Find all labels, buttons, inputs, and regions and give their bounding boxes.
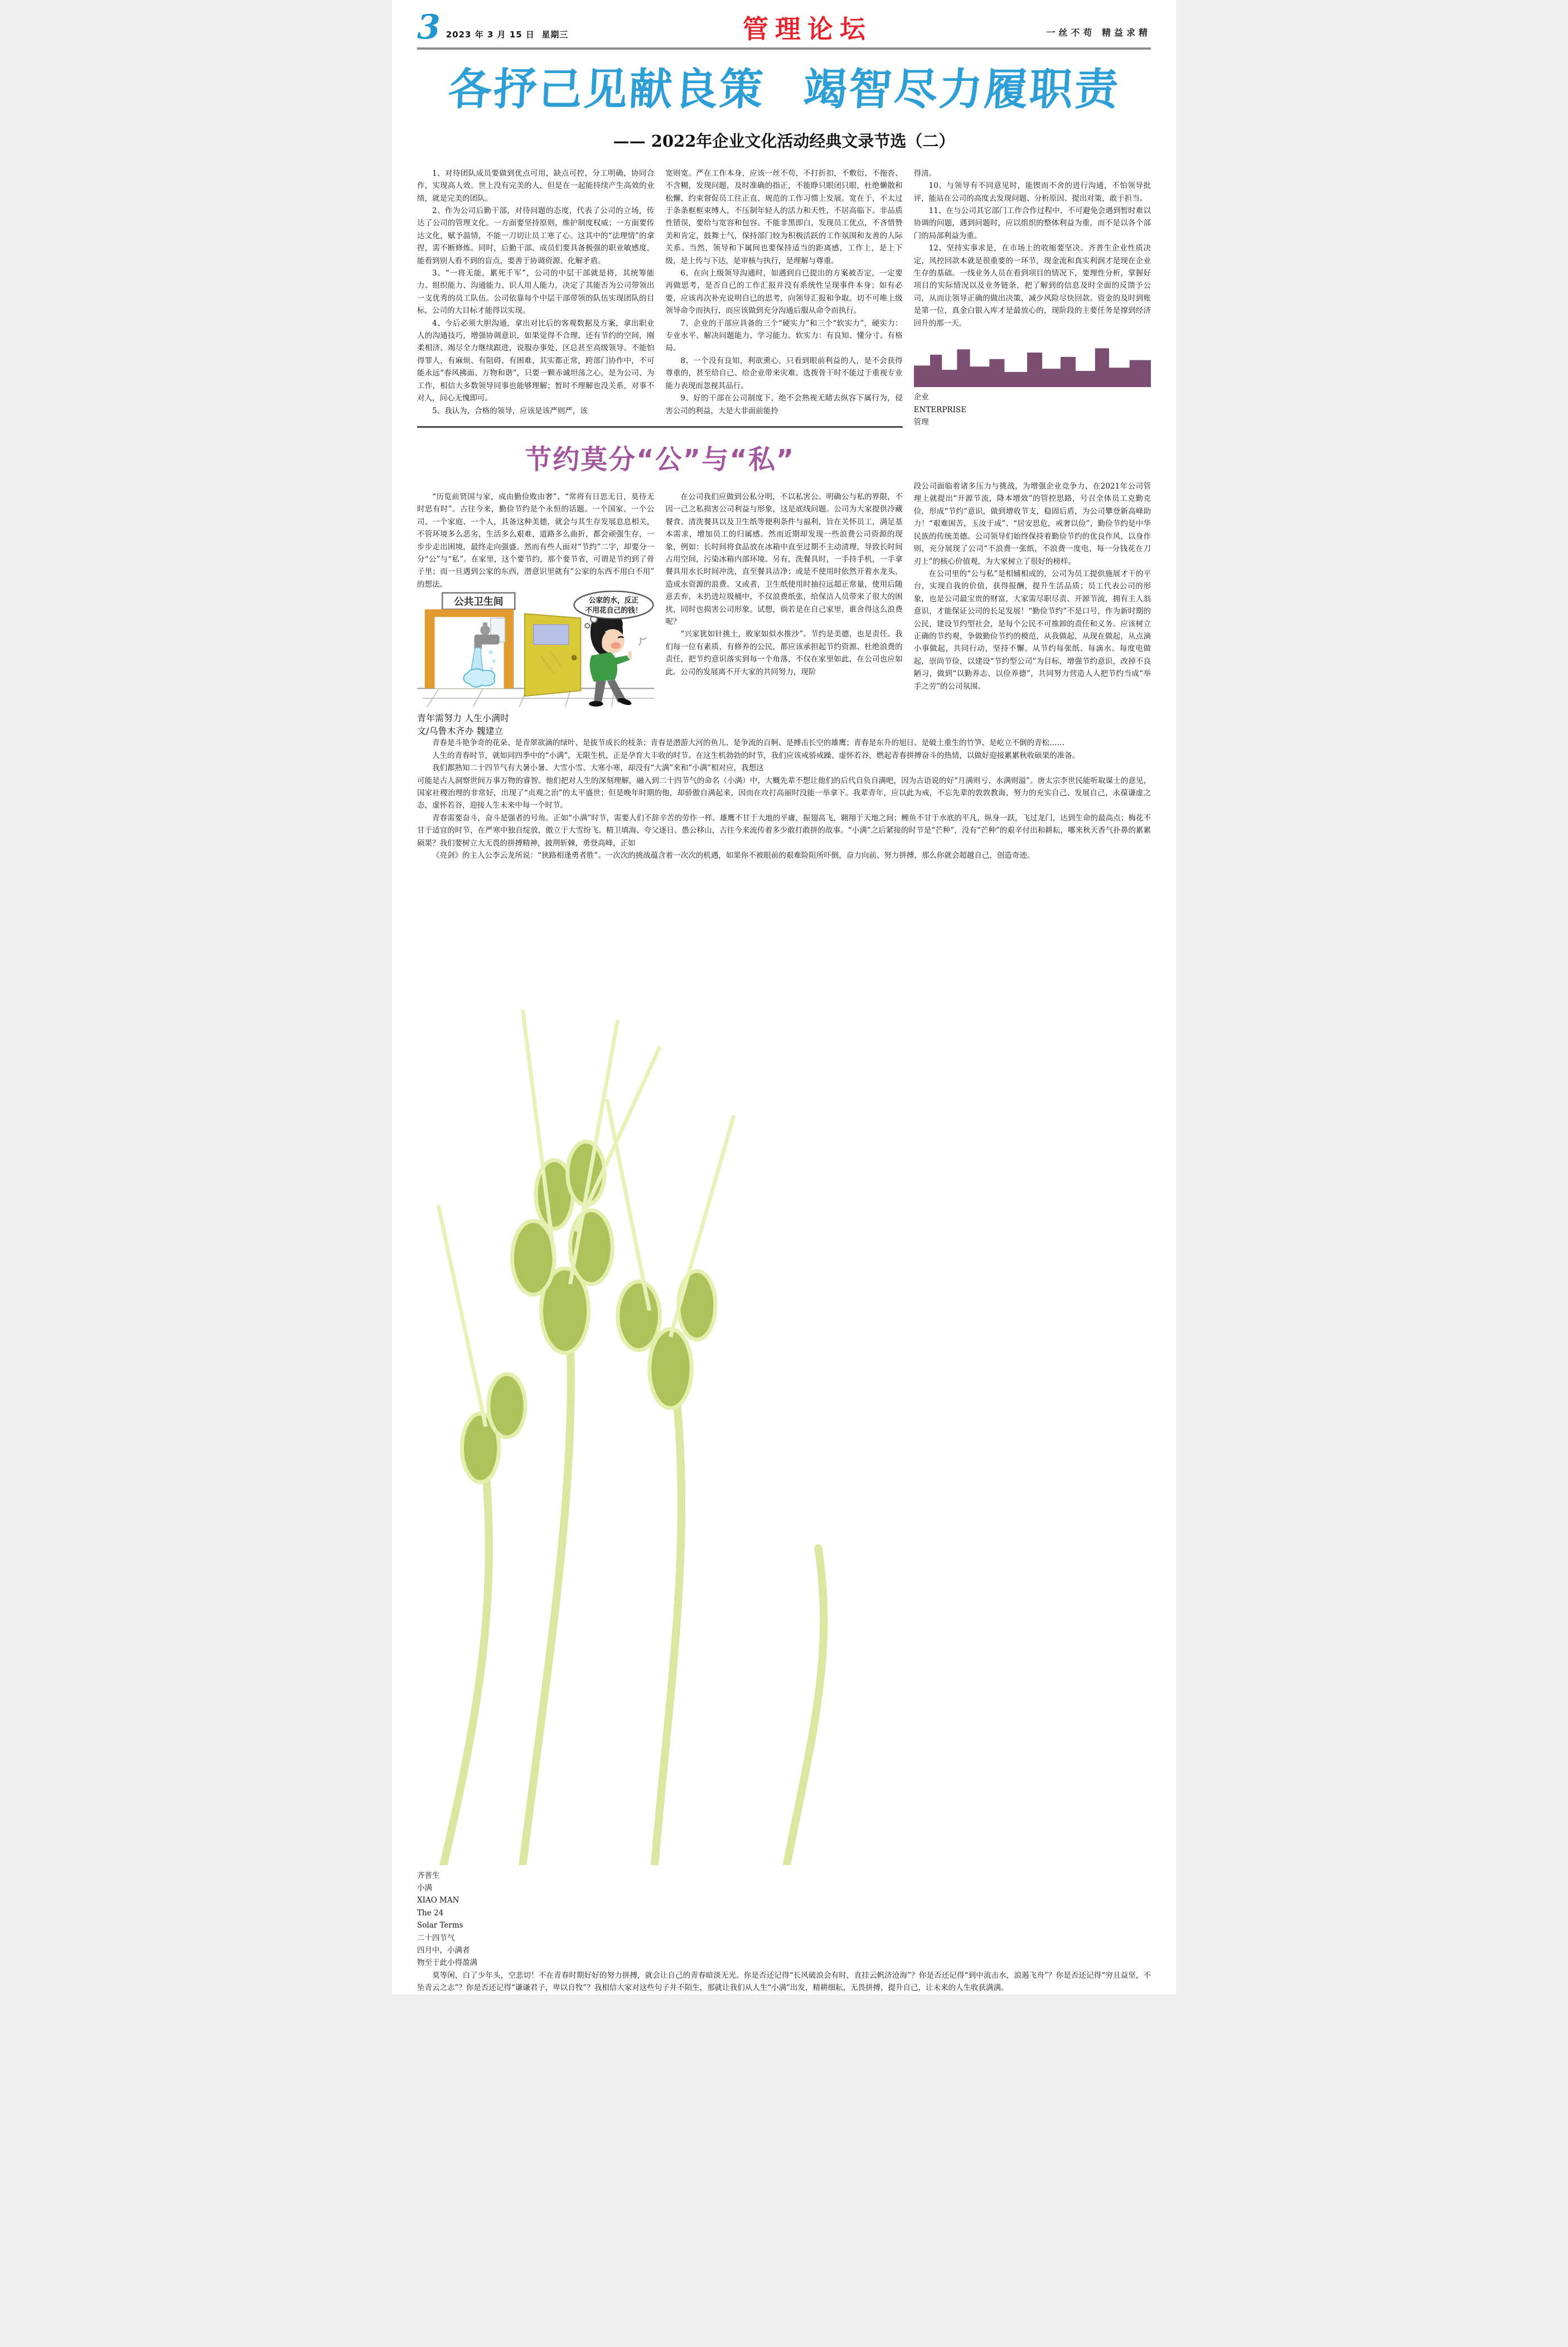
qipusheng-logo: [417, 1870, 1151, 1882]
paragraph: 青春需要奋斗，奋斗是强者的号角。正如“小满”时节，需要人们不辞辛苦的劳作一样。雄鹰不甘于大地的平庸，振翅高飞，翱翔于天地之间；鲤鱼不甘于水底的平凡，纵身一跃，飞过龙门，达到生命的最高点；梅花不甘于适宜的时节，在严寒中独自绽放，傲立于大雪纷飞。精卫填海、夸父逐日、愚公移山，古往今来流传着多少敢打敢拼的故事。“小满”之后紧接的时节是“芒种”，没有“芒种”的艰辛付出和耕耘，哪来秋天香气扑鼻的累累硕果？我们要树立大无畏的拼搏精神，披荆斩棘，勇登高峰，正如: [417, 813, 1151, 848]
page-number: 3: [417, 8, 441, 47]
paragraph: 2、作为公司后勤干部，对待问题的态度，代表了公司的立场，传达了公司的管理文化。一方面要坚持原则，维护制度权威；一方面要传达文化，赋予温情，不能一刀切让员工寒了心。这其中的“法理情”的拿捏，需不断修炼。同时，后勤干部、成员们要具备极强的职业敏感度，能看到别人看不到的盲点，要善于协调资源、化解矛盾。: [417, 206, 655, 265]
vertical-caption-right: 四月中，小满者: [417, 1946, 470, 1955]
continued-paragraph: 段公司面临着诸多压力与挑战，为增强企业竞争力，在2021年公司管理上就提出“开源节流，降本增效”的管控思路，号召全体员工克勤克俭，形成“节约”意识，做到增收节支，稳固后盾，为公司攀登新高峰助力！“艰难困苦，玉汝于成”、“居安思危，戒奢以俭”，勤俭节约是中华民族的传统美德。公司领导们始终保持着勤俭节约的优良作风，以身作则，充分展现了公司“不浪费一张纸，不浪费一度电，每一分钱花在刀刃上”的核心价值观，为大家树立了很好的榜样。: [913, 482, 1151, 566]
yellow-door: [525, 614, 580, 697]
paragraph: 9、好的干部在公司制度下，绝不会熟视无睹去纵容下属行为，侵害公司的利益，大是大非面前能拎: [665, 394, 903, 416]
continued-paragraph: 宽则宽。严在工作本身，应该一丝不苟，不打折扣，不敷衍、不拖沓、不含糊，发现问题，及时准确的指正，不能睁只眼闭只眼，杜绝懒散和松懈，约束督促员工往正直、规范的工作习惯上发展。宽在于，不太过于条条框框束缚人，不压制年轻人的活力和天性，不居高临下。非品质性错误，要给与宽容和包容。不能非黑即白，发现员工优点，不吝惜赞美和肯定，鼓舞士气，保持部门较为积极活跃的工作氛围和友善的人际关系。当然，领导和下属间也要保持适当的距离感，工作上，是上下级，是上传与下达，是审核与执行，是理解与尊重。: [665, 168, 903, 265]
paragraph-list: [417, 1969, 1151, 1995]
title-column-left: 人生小满时: [464, 713, 510, 724]
main-headline: [416, 66, 1152, 114]
wheat-graphic: [417, 862, 1151, 1865]
paragraph: 《亮剑》的主人公李云龙所说：“狭路相逢勇者胜”。一次次的挑战蕴含着一次次的机遇，如果你不被眼前的艰难险阻所吓倒，奋力向前、努力拼搏，那么你就会超越自己，创造奇迹。: [432, 851, 1035, 860]
paragraph: 1、对待团队成员要做到优点可用，缺点可控，分工明确，协同合作，实现高人效。世上没有完美的人，但是在一起能持续产生高效的业绩，就是完美的团队。: [417, 168, 655, 203]
article1-column-2: [665, 167, 902, 417]
bubble-text-line1: 公家的水，反正: [588, 596, 639, 605]
newspaper-page: [392, 0, 1176, 1995]
management-cn-text: 管理: [913, 418, 929, 427]
article2-column-1: [417, 491, 654, 711]
paragraph: 6、在向上级领导沟通时，如遇到自已提出的方案被否定，一定要再做思考，是否自已的工作汇报并没有系统性呈现事件本身；如有必要，应该再次补充说明自已的思考，向领导汇报和争取。切不可唯上级领导命令而执行，而应该做到充分沟通后服从命令而执行。: [665, 269, 903, 316]
weekday-text: 星期三: [541, 30, 569, 40]
paragraph-list: [417, 812, 1151, 849]
paragraph: 7、企业的干部应具备的三个“硬实力”和三个“软实力”，硬实力：专业水平、解决问题能力、学习能力。软实力：有良知、懂分寸、有格局。: [665, 318, 903, 353]
section-title: 管理论坛: [742, 14, 872, 44]
article3-title-block: [417, 711, 1151, 737]
city-skyline-graphic: [914, 339, 1151, 387]
byline: 文/乌鲁木齐办 魏建立: [417, 726, 504, 737]
slogan: 一丝不苟 精益求精: [1046, 27, 1151, 38]
enterprise-image: [914, 339, 1151, 471]
article2-column-2: [665, 491, 902, 711]
paragraph: 11、在与公司其它部门工作合作过程中，不可避免会遇到暂时难以协调的问题，遇到问题时，应以组织的整体利益为重，而不是以各个部门的局部利益为重。: [913, 206, 1151, 240]
paragraph: “历览前贤国与家，成由勤俭败由奢”、“常将有日思无日，莫待无时思有时”。古往今来，勤俭节约是个永恒的话题。一个国家、一个公司、一个家庭、一个人，具备这种美德，就会与其生存发展息息相关，不管环境多么恶劣，生活多么艰难，道路多么曲折，都会顽强生存，一步步走出困境，最终走向强盛。然而有些人面对“节约”二字，却要分一分“公”与“私”。在家里，这个要节约，那个要节省，可谓是节约到了骨子里；而一旦遇到公家的东西，潜意识里就有“公家的东西不用白不用”的想法。: [417, 492, 655, 589]
paragraph: 8、一个没有良知，利欲熏心，只看到眼前利益的人，是不会获得尊重的，甚至给自己、给企业带来灾难。选拨骨干时不能过于重视专业能力表现而忽视其品行。: [665, 356, 903, 390]
enterprise-en-text: ENTERPRISE: [913, 405, 967, 414]
xiaoman-image: [417, 862, 1151, 1969]
logo-text: 齐普生: [417, 1871, 440, 1880]
continued-paragraph: 得清。: [913, 168, 937, 178]
paragraph: 在公司我们应做到公私分明，不以私害公。明确公与私的界限，不因一己之私损害公司利益与形象，这是底线问题。公司为大家提供冷藏餐食、清洗餐具以及卫生纸等便利条件与福利，旨在关怀员工，满足基本需求，增加员工的归属感。然而近期却发现一些浪费公司资源的现象，例如：长时间将食品放在冰箱中直至过期不主动清理，导致长时间占用空间，污染冰箱内部环境。另有，洗餐具时，一手持手机，一手拿餐具用水长时间冲洗，直至餐具洁净；或是不使用时依然开着水龙头，造成水资源的浪费。又或者，卫生纸使用时抽拉远超正常量，使用后随意丢弃，未扔进垃圾桶中，不仅浪费纸张，给保洁人员带来了很大的困扰，同时也损害公司形象。试想，倘若是在自己家里，谁舍得这么浪费呢？: [665, 492, 903, 626]
paragraph-list: [914, 180, 1151, 330]
waste-water-cartoon: [417, 591, 654, 707]
title-column-right: 青年需努力: [417, 713, 462, 724]
paragraph-list: [914, 568, 1151, 693]
paragraph: 人生的青春时节，就如同四季中的“小满”，无限生机，正是孕育大丰收的时节。在这生机勃勃的时节，我们应该戒骄戒躁、虚怀若谷，燃起青春拼搏奋斗的热情，以做好迎接累累秋收硕果的准备。: [432, 751, 1080, 760]
paragraph-list: [417, 491, 654, 591]
article3-column-b: [417, 775, 1151, 849]
bubble-text-line2: 不用花自己的钱！: [585, 606, 642, 615]
bottom-article: [417, 711, 1151, 1994]
subtitle: —— 2022年企业文化活动经典文录节选（二）: [613, 131, 955, 151]
xiaoman-title-en: XIAO MAN: [417, 1896, 459, 1905]
restroom-sign-text: 公共卫生间: [453, 596, 504, 608]
paragraph: “兴家犹如针挑土，败家如似水推沙”。节约是美德，也是责任。我们每一位有素质、有修养的公民，都应该承担起节约资源、杜绝浪费的责任，把节约意识落实到每一个角落，不仅在家里如此，在公司也应如此。公司的发展离不开大家的共同努力，现阶: [665, 630, 903, 677]
paragraph: 青春是斗艳争奇的花朵、是青翠欲滴的绿叶、是拔节成长的枝条；青春是潜游大河的鱼儿、是争流的百舸、是搏击长空的雄鹰；青春是东升的旭日、是破土重生的竹笋、是屹立不倒的青松……: [432, 738, 1064, 748]
date: [446, 28, 569, 42]
solar-terms-caption: [417, 1907, 1151, 1944]
date-text: 2023 年 3 月 15 日: [446, 30, 535, 40]
page-meta: [417, 8, 569, 47]
paragraph: 5、我认为，合格的领导，应该是该严则严，该: [432, 406, 588, 416]
article1-header: [417, 66, 1151, 152]
vertical-caption-left: 物至于此小得盈满: [417, 1958, 477, 1968]
article3-vertical-title: [417, 711, 1151, 724]
article3-column-c: [417, 849, 1151, 1995]
terms-line3: 二十四节气: [417, 1933, 455, 1943]
page-header: [417, 8, 1151, 50]
terms-line1: The 24: [417, 1908, 444, 1918]
main-articles-grid: [417, 167, 1151, 712]
headline-right: 竭智尽力履职责: [802, 65, 1121, 115]
restroom-sign: [442, 593, 515, 610]
article1-column-1: [417, 167, 654, 417]
terms-line2: Solar Terms: [417, 1921, 463, 1930]
article3-column-a: [417, 737, 1151, 774]
section-divider: [417, 426, 903, 428]
headline-left: 各抒己见献良策: [447, 65, 766, 115]
paragraph: 莫等闲，白了少年头，空悲切！不在青春时期好好的努力拼搏，就会让自己的青春暗淡无光。你是否还记得“长风破浪会有时，直挂云帆济沧海”？你是否还记得“到中流击水，浪遏飞舟”？你是否还记得“穷且益坚，不坠青云之志”？你是否还记得“谦谦君子，卑以自牧”？我相信大家对这些句子并不陌生，那就让我们从人生“小满”出发，精耕细耘，无畏拼搏，提升自己，让未来的人生收获满满。: [417, 1971, 1151, 1993]
paragraph: 3、“一将无能，累死千军”，公司的中层干部就是将，其统筹能力、组织能力、沟通能力、识人用人能力，决定了其能否为公司带领出一支优秀的员工队伍。公司依靠每个中层干部带领的队伍实现团队的目标，公司的大目标才能得以实现。: [417, 269, 655, 316]
paragraph-list: [665, 267, 902, 417]
paragraph: 10、与领导有不同意见时，能锲而不舍的进行沟通，不怕领导批评，能站在公司的高度去发现问题、分析原因、提出对策，敢于担当。: [913, 181, 1151, 203]
enterprise-cn-text: 企业: [913, 393, 929, 402]
paragraph: 在公司里的“公与私”是相辅相成的，公司为员工提供施展才干的平台，实现自我的价值，获得报酬，提升生活品质；员工代表公司的形象，也是公司最宝贵的财富，大家需尽职尽责、开源节流，拥有主人翁意识，才能保证公司的长足发展！“勤俭节约”不是口号，作为新时期的公民，建设节约型社会，是每个公民不可推卸的责任和义务。应该树立正确的节约观，争做勤俭节约的模范，从我做起，从现在做起，从点滴小事做起，共同行动，坚持不懈。从节约每张纸、每滴水、每度电做起，崇尚节俭，以建设“节约型公司”为目标，增强节约意识，改掉不良陋习，做到“以勤养志、以俭养德”，共同努力营造人人把节约当成“举手之劳”的公司氛围。: [913, 569, 1151, 691]
right-column: [914, 167, 1151, 712]
paragraph: 我们都熟知二十四节气有大暑小暑、大雪小雪、大寒小寒，却没有“大满”来和“小满”相对应，我想这: [432, 764, 764, 773]
article2-headline: 节约莫分“公”与“私”: [525, 443, 795, 475]
cartoon-image: [417, 591, 654, 711]
paragraph: 4、今后必须大胆沟通，拿出对比后的客观数据及方案，拿出职业人的沟通技巧，增强协调意识，如果觉得不合理、还有节约的空间，刚柔相济、竭尽全力继续跟进，说服办事处、区总甚至高级领导。不能怕得罪人，有麻烦、有阻碍、有困难，其实都正常，跨部门协作中，不可能永远“春风拂面、万物和谐”，只要一颗赤诚坦荡之心，是为公司、为工作，相信大多数领导同事也能够理解；暂时不理解也没关系，对事不对人，问心无愧即可。: [417, 318, 655, 403]
xiaoman-title: 小满: [417, 1884, 432, 1893]
continued-paragraph: 可能是古人洞察世间万事万物的睿智。他们把对人生的深刻理解，融入到二十四节气的命名（小满）中，大概先辈不想让他们的后代自负自满吧，因为古语说的好“月满则亏、水满则溢”。唐太宗李世民能听取谋士的意见，国家社稷治理的非常好，出现了“贞观之治”的太平盛世；但是晚年时期的他，却骄傲自满起来，因而在攻打高丽时没能一举拿下。我辈青年，应以此为戒，不忘先辈的敦敦教诲，努力的充实自己、发展自己，永葆谦虚之态，虚怀若谷，迎接人生未来中每一个时节。: [417, 776, 1151, 810]
paragraph: 12、坚持实事求是，在市场上的收缩要坚决。齐普生企业性质决定，风控回款本就是很重要的一环节，现金流和真实利润才是现在企业生存的基础。一线业务人员在看到项目的情况下，要理性分析，掌握好项目的实际情况以及业务链条，把了解到的信息及时全面的反馈予公司，从而让领导正确的做出决策，减少风险尽快回款。资金的及时到账是第一位，真金白银入库才是最放心的，现阶段的主要任务是撑到经济回升的那一天。: [913, 244, 1151, 328]
